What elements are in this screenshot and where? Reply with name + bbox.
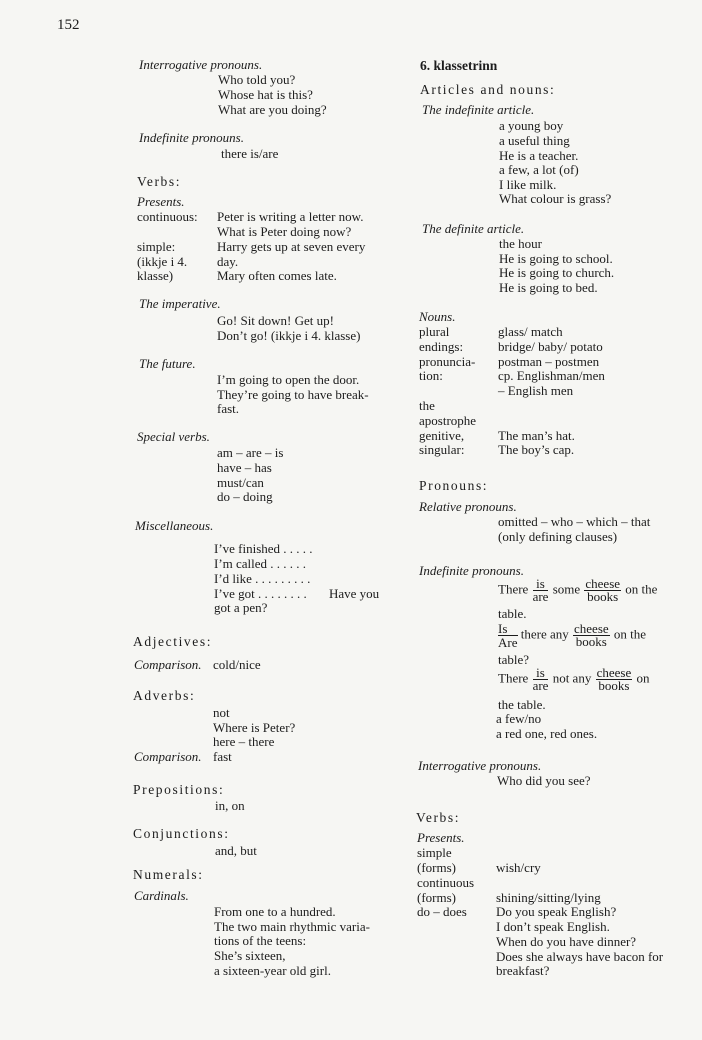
example-line: cp. Englishman/men (498, 368, 605, 383)
section-pronouns: Pronouns: (419, 478, 489, 493)
example-line: fast. (217, 401, 240, 416)
label-simple: klasse) (137, 268, 174, 283)
apostrophe-label: apostrophe (419, 413, 477, 428)
verb-label: simple (417, 845, 452, 860)
example-line: fast (213, 749, 232, 764)
example-line: He is a teacher. (499, 148, 579, 163)
example-line: here – there (213, 734, 275, 749)
example-line: Who did you see? (497, 773, 591, 788)
heading-indefinite-pronouns: Indefinite pronouns. (139, 130, 244, 145)
verb-label: continuous (417, 875, 475, 890)
apostrophe-label: singular: (419, 442, 465, 457)
example-line: table. (498, 606, 527, 621)
fraction-bottom: books (587, 589, 619, 604)
example-line: (only defining clauses) (498, 529, 618, 544)
example-line: Mary often comes late. (217, 268, 337, 283)
fraction-top: is (533, 667, 549, 680)
example-line: breakfast? (496, 963, 550, 978)
fraction-bottom: are (532, 678, 549, 693)
example-line: From one to a hundred. (214, 904, 336, 919)
example-line: Don’t go! (ikkje i 4. klasse) (217, 328, 361, 343)
example-line: He is going to school. (499, 251, 613, 266)
word: There (498, 670, 529, 686)
page-number: 152 (57, 17, 80, 33)
noun-label: tion: (419, 368, 443, 383)
grade-heading: 6. klassetrinn (420, 58, 498, 73)
section-prepositions: Prepositions: (133, 782, 225, 797)
example-line: the table. (498, 697, 546, 712)
example-line: cold/nice (213, 657, 261, 672)
heading-indefinite-pronouns: Indefinite pronouns. (419, 563, 524, 578)
example-line: tions of the teens: (214, 933, 307, 948)
example-line: there is/are (221, 146, 279, 161)
example-line: Who told you? (218, 72, 296, 87)
example-line: He is going to bed. (499, 280, 598, 295)
heading-cardinals: Cardinals. (134, 888, 189, 903)
example-line: and, but (215, 843, 257, 858)
fraction-example (498, 578, 657, 603)
example-line: Do you speak English? (496, 904, 617, 919)
section-numerals: Numerals: (133, 867, 204, 882)
example-line: Does she always have bacon for (496, 949, 664, 964)
section-adverbs: Adverbs: (133, 688, 196, 703)
fraction-bottom: books (575, 634, 607, 649)
is-are-fraction (498, 622, 518, 649)
word: on the (613, 626, 647, 642)
word: there any (520, 626, 569, 642)
example-line: glass/ match (498, 324, 563, 339)
example-line: What is Peter doing now? (217, 224, 352, 239)
section-adjectives: Adjectives: (133, 634, 213, 649)
example-line: a few, a lot (of) (499, 162, 579, 177)
example-line: a young boy (499, 118, 564, 133)
word: not any (552, 670, 592, 686)
example-line: The boy’s cap. (498, 442, 575, 457)
verb-label: do – does (417, 904, 467, 919)
heading-indefinite-article: The indefinite article. (422, 102, 535, 117)
example-line: a red one, red ones. (496, 726, 598, 741)
heading-interrogative-pronouns: Interrogative pronouns. (139, 57, 263, 72)
word: There (498, 581, 529, 597)
heading-nouns: Nouns. (419, 309, 456, 324)
fraction-bottom: are (532, 589, 549, 604)
heading-presents: Presents. (417, 830, 465, 845)
label-simple: simple: (137, 239, 176, 254)
noun-label: plural (419, 324, 450, 339)
heading-special-verbs: Special verbs. (137, 429, 210, 444)
example-line: Have you (329, 586, 380, 601)
heading-relative-pronouns: Relative pronouns. (419, 499, 517, 514)
example-line: Where is Peter? (213, 720, 296, 735)
example-line: table? (498, 652, 530, 667)
example-line: Go! Sit down! Get up! (217, 313, 334, 328)
fraction-example (498, 667, 649, 692)
example-line: Peter is writing a letter now. (217, 209, 364, 224)
example-line: day. (217, 254, 239, 269)
word: some (552, 581, 581, 597)
example-line: wish/cry (496, 860, 541, 875)
section-verbs: Verbs: (416, 810, 461, 825)
example-line: Harry gets up at seven every (217, 239, 366, 254)
fraction-top: cheese (574, 621, 609, 636)
example-line: a useful thing (499, 133, 570, 148)
label-continuous: continuous: (137, 209, 198, 224)
example-line: I’m called . . . . . . (214, 556, 307, 571)
heading-definite-article: The definite article. (422, 221, 525, 236)
example-line: postman – postmen (498, 354, 600, 369)
apostrophe-label: the (419, 398, 435, 413)
example-line: Whose hat is this? (218, 87, 313, 102)
cheese-books-fraction (596, 667, 633, 692)
example-line: am – are – is (217, 445, 284, 460)
verb-label: (forms) (417, 860, 456, 875)
fraction-top: cheese (596, 665, 632, 680)
example-line: I’d like . . . . . . . . . (214, 571, 311, 586)
fraction-bottom: Are (498, 635, 518, 650)
is-are-fraction (533, 667, 549, 692)
example-line: – English men (498, 383, 574, 398)
example-line: What colour is grass? (499, 191, 612, 206)
is-are-fraction (533, 578, 549, 603)
heading-miscellaneous: Miscellaneous. (135, 518, 214, 533)
example-line: What are you doing? (218, 102, 327, 117)
section-verbs: Verbs: (137, 174, 182, 189)
cheese-books-fraction (573, 623, 610, 648)
example-line: must/can (217, 475, 264, 490)
example-line: do – doing (217, 489, 273, 504)
example-line: shining/sitting/lying (496, 890, 601, 905)
verb-label: (forms) (417, 890, 456, 905)
example-line: the hour (499, 236, 542, 251)
heading-comparison: Comparison. (134, 749, 202, 764)
heading-presents: Presents. (137, 194, 185, 209)
example-line: got a pen? (214, 600, 268, 615)
example-line: He is going to church. (499, 265, 615, 280)
example-line: a sixteen-year old girl. (214, 963, 331, 978)
cheese-books-fraction (584, 578, 621, 603)
fraction-bottom: books (598, 678, 630, 693)
fraction-top: Is (498, 622, 518, 636)
word: on (636, 670, 650, 686)
heading-comparison: Comparison. (134, 657, 202, 672)
example-line: I’ve got . . . . . . . . (214, 586, 307, 601)
heading-future: The future. (139, 356, 196, 371)
heading-imperative: The imperative. (139, 296, 221, 311)
example-line: They’re going to have break- (217, 387, 369, 402)
example-line: When do you have dinner? (496, 934, 637, 949)
example-line: She’s sixteen, (214, 948, 286, 963)
fraction-top: is (533, 578, 549, 591)
example-line: bridge/ baby/ potato (498, 339, 603, 354)
example-line: in, on (215, 798, 245, 813)
word: on the (625, 581, 658, 597)
example-line: not (213, 705, 230, 720)
example-line: I’m going to open the door. (217, 372, 360, 387)
fraction-top: cheese (585, 576, 621, 591)
noun-label: pronuncia- (419, 354, 476, 369)
fraction-example (498, 622, 646, 649)
heading-interrogative-pronouns: Interrogative pronouns. (418, 758, 542, 773)
example-line: I’ve finished . . . . . (214, 541, 313, 556)
example-line: The two main rhythmic varia- (214, 919, 370, 934)
label-simple: (ikkje i 4. (137, 254, 188, 269)
noun-label: endings: (419, 339, 464, 354)
example-line: omitted – who – which – that (498, 514, 651, 529)
example-line: have – has (217, 460, 272, 475)
section-articles-nouns: Articles and nouns: (420, 82, 556, 97)
example-line: I don’t speak English. (496, 919, 610, 934)
example-line: The man’s hat. (498, 428, 575, 443)
apostrophe-label: genitive, (419, 428, 465, 443)
example-line: a few/no (496, 711, 542, 726)
section-conjunctions: Conjunctions: (133, 826, 230, 841)
example-line: I like milk. (499, 177, 557, 192)
